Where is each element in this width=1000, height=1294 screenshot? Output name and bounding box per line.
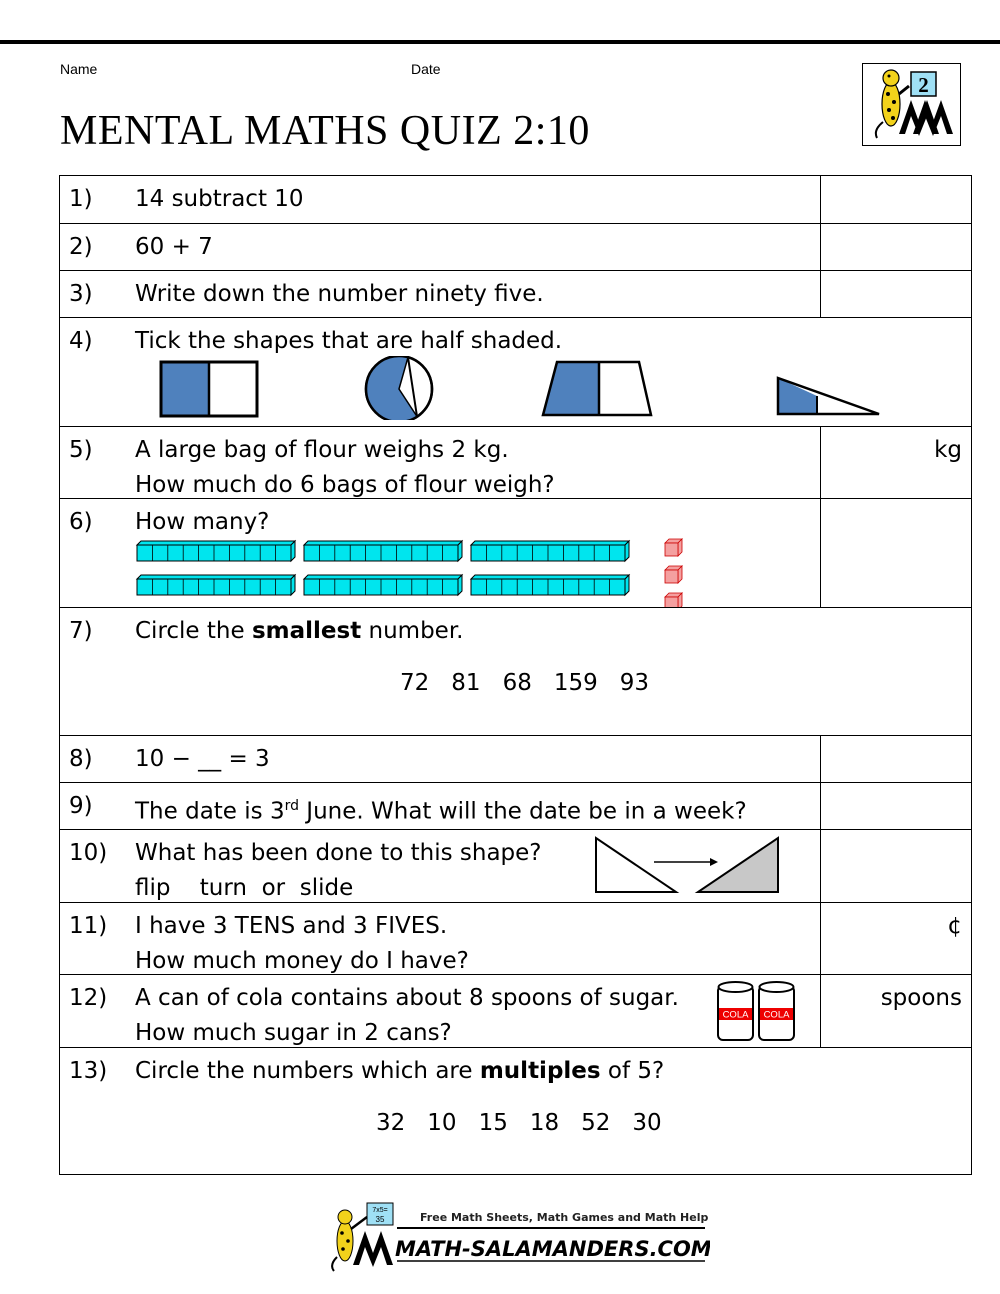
question-number: 3) bbox=[69, 281, 93, 307]
answer-box[interactable] bbox=[820, 783, 971, 829]
footer-badge-bottom: 35 bbox=[375, 1215, 385, 1224]
page-title: MENTAL MATHS QUIZ 2:10 bbox=[60, 108, 590, 154]
question-row bbox=[60, 782, 971, 829]
question-number: 7) bbox=[69, 618, 93, 644]
can-label: COLA bbox=[763, 1009, 790, 1021]
answer-box[interactable] bbox=[820, 830, 971, 902]
shape-rectangle[interactable] bbox=[161, 362, 257, 416]
question-row bbox=[60, 829, 971, 902]
ten-rod bbox=[304, 575, 462, 595]
can-label: COLA bbox=[722, 1009, 749, 1021]
question-number: 13) bbox=[69, 1058, 108, 1084]
number-choice[interactable]: 93 bbox=[619, 670, 650, 696]
answer-box[interactable] bbox=[820, 499, 971, 607]
question-text: Circle the numbers which are multiples of 5? bbox=[135, 1058, 665, 1084]
number-choice[interactable]: 32 bbox=[376, 1110, 406, 1136]
question-row bbox=[60, 223, 971, 270]
question-number: 12) bbox=[69, 985, 108, 1011]
answer-box[interactable] bbox=[820, 427, 971, 498]
number-choice[interactable]: 81 bbox=[451, 670, 481, 696]
transform-diagram bbox=[592, 834, 782, 896]
question-row bbox=[60, 607, 971, 735]
question-text-line2: How much money do I have? bbox=[135, 948, 469, 974]
question-row bbox=[60, 176, 971, 223]
question-number: 11) bbox=[69, 913, 108, 939]
question-number: 6) bbox=[69, 509, 93, 535]
ten-rod bbox=[304, 541, 462, 561]
question-row bbox=[60, 426, 971, 498]
ten-rod bbox=[471, 541, 629, 561]
answer-unit: ¢ bbox=[947, 913, 962, 939]
question-row bbox=[60, 270, 971, 317]
answer-unit: spoons bbox=[880, 985, 962, 1011]
cola-cans bbox=[716, 980, 800, 1044]
question-text-line1: I have 3 TENS and 3 FIVES. bbox=[135, 913, 448, 939]
number-choice[interactable]: 15 bbox=[478, 1110, 508, 1136]
number-choice[interactable]: 68 bbox=[502, 670, 532, 696]
footer-site: MATH-SALAMANDERS.COM bbox=[395, 1237, 710, 1261]
answer-box[interactable] bbox=[820, 903, 971, 974]
ten-rod bbox=[137, 541, 295, 561]
question-number: 5) bbox=[69, 437, 93, 463]
footer-logo[interactable] bbox=[325, 1195, 710, 1275]
question-text: The date is 3rd June. What will the date be in a week? bbox=[135, 798, 747, 825]
question-text: Tick the shapes that are half shaded. bbox=[135, 328, 563, 354]
question-number: 2) bbox=[69, 234, 93, 260]
footer-badge-top: 7x5= bbox=[372, 1207, 388, 1214]
question-text: 60 + 7 bbox=[135, 234, 213, 260]
shape-circle[interactable] bbox=[366, 356, 432, 420]
question-text: Write down the number ninety five. bbox=[135, 281, 544, 307]
question-number: 1) bbox=[69, 186, 93, 212]
question-text: 14 subtract 10 bbox=[135, 186, 304, 212]
number-choice[interactable]: 30 bbox=[632, 1110, 662, 1136]
ten-rod bbox=[471, 575, 629, 595]
number-choice[interactable]: 72 bbox=[400, 670, 430, 696]
footer-tagline: Free Math Sheets, Math Games and Math Help bbox=[420, 1211, 709, 1224]
answer-box[interactable] bbox=[820, 736, 971, 782]
question-text: Circle the smallest number. bbox=[135, 618, 464, 644]
unit-cube bbox=[665, 539, 682, 556]
top-rule bbox=[0, 40, 1000, 44]
unit-cube bbox=[665, 566, 682, 583]
question-row bbox=[60, 974, 971, 1047]
question-row bbox=[60, 735, 971, 782]
cola-can-icon bbox=[718, 982, 753, 1040]
shape-trapezium[interactable] bbox=[543, 362, 651, 415]
question-row bbox=[60, 902, 971, 974]
arrow-icon bbox=[710, 858, 718, 866]
answer-unit: kg bbox=[934, 437, 962, 463]
question-row bbox=[60, 498, 971, 607]
unit-cube bbox=[665, 593, 682, 607]
question-text-line2: How much sugar in 2 cans? bbox=[135, 1020, 452, 1046]
number-choice[interactable]: 18 bbox=[529, 1110, 560, 1136]
answer-box[interactable] bbox=[820, 176, 971, 223]
question-text-line2: How much do 6 bags of flour weigh? bbox=[135, 472, 555, 498]
question-text: How many? bbox=[135, 509, 270, 535]
date-label: Date bbox=[411, 61, 441, 77]
question-row bbox=[60, 1047, 971, 1174]
question-text-line1: A large bag of flour weighs 2 kg. bbox=[135, 437, 509, 463]
number-choice[interactable]: 52 bbox=[581, 1110, 611, 1136]
answer-box[interactable] bbox=[820, 975, 971, 1047]
question-number: 8) bbox=[69, 746, 93, 772]
question-number: 4) bbox=[69, 328, 93, 354]
question-number: 10) bbox=[69, 840, 108, 866]
question-text-line1: What has been done to this shape? bbox=[135, 840, 542, 866]
logo-badge-text: 2 bbox=[918, 73, 929, 97]
answer-box[interactable] bbox=[820, 224, 971, 270]
half-shaded-shapes bbox=[155, 356, 885, 420]
shape-triangle[interactable] bbox=[778, 378, 879, 414]
number-choices bbox=[376, 1108, 684, 1138]
cola-can-icon bbox=[759, 982, 794, 1040]
quiz-table bbox=[59, 175, 972, 1175]
grade-logo bbox=[862, 63, 961, 146]
ten-rod bbox=[137, 575, 295, 595]
question-text-line1: A can of cola contains about 8 spoons of sugar. bbox=[135, 985, 679, 1011]
question-number: 9) bbox=[69, 793, 93, 819]
number-choice[interactable]: 10 bbox=[427, 1110, 457, 1136]
number-choices bbox=[400, 668, 671, 698]
number-choice[interactable]: 159 bbox=[553, 670, 598, 696]
question-row bbox=[60, 317, 971, 426]
answer-box[interactable] bbox=[820, 271, 971, 317]
question-text-line2: flip turn or slide bbox=[135, 875, 354, 901]
name-label: Name bbox=[60, 61, 98, 77]
question-text: 10 − __ = 3 bbox=[135, 746, 270, 772]
base-ten-blocks bbox=[135, 537, 695, 607]
original-triangle bbox=[596, 838, 676, 892]
